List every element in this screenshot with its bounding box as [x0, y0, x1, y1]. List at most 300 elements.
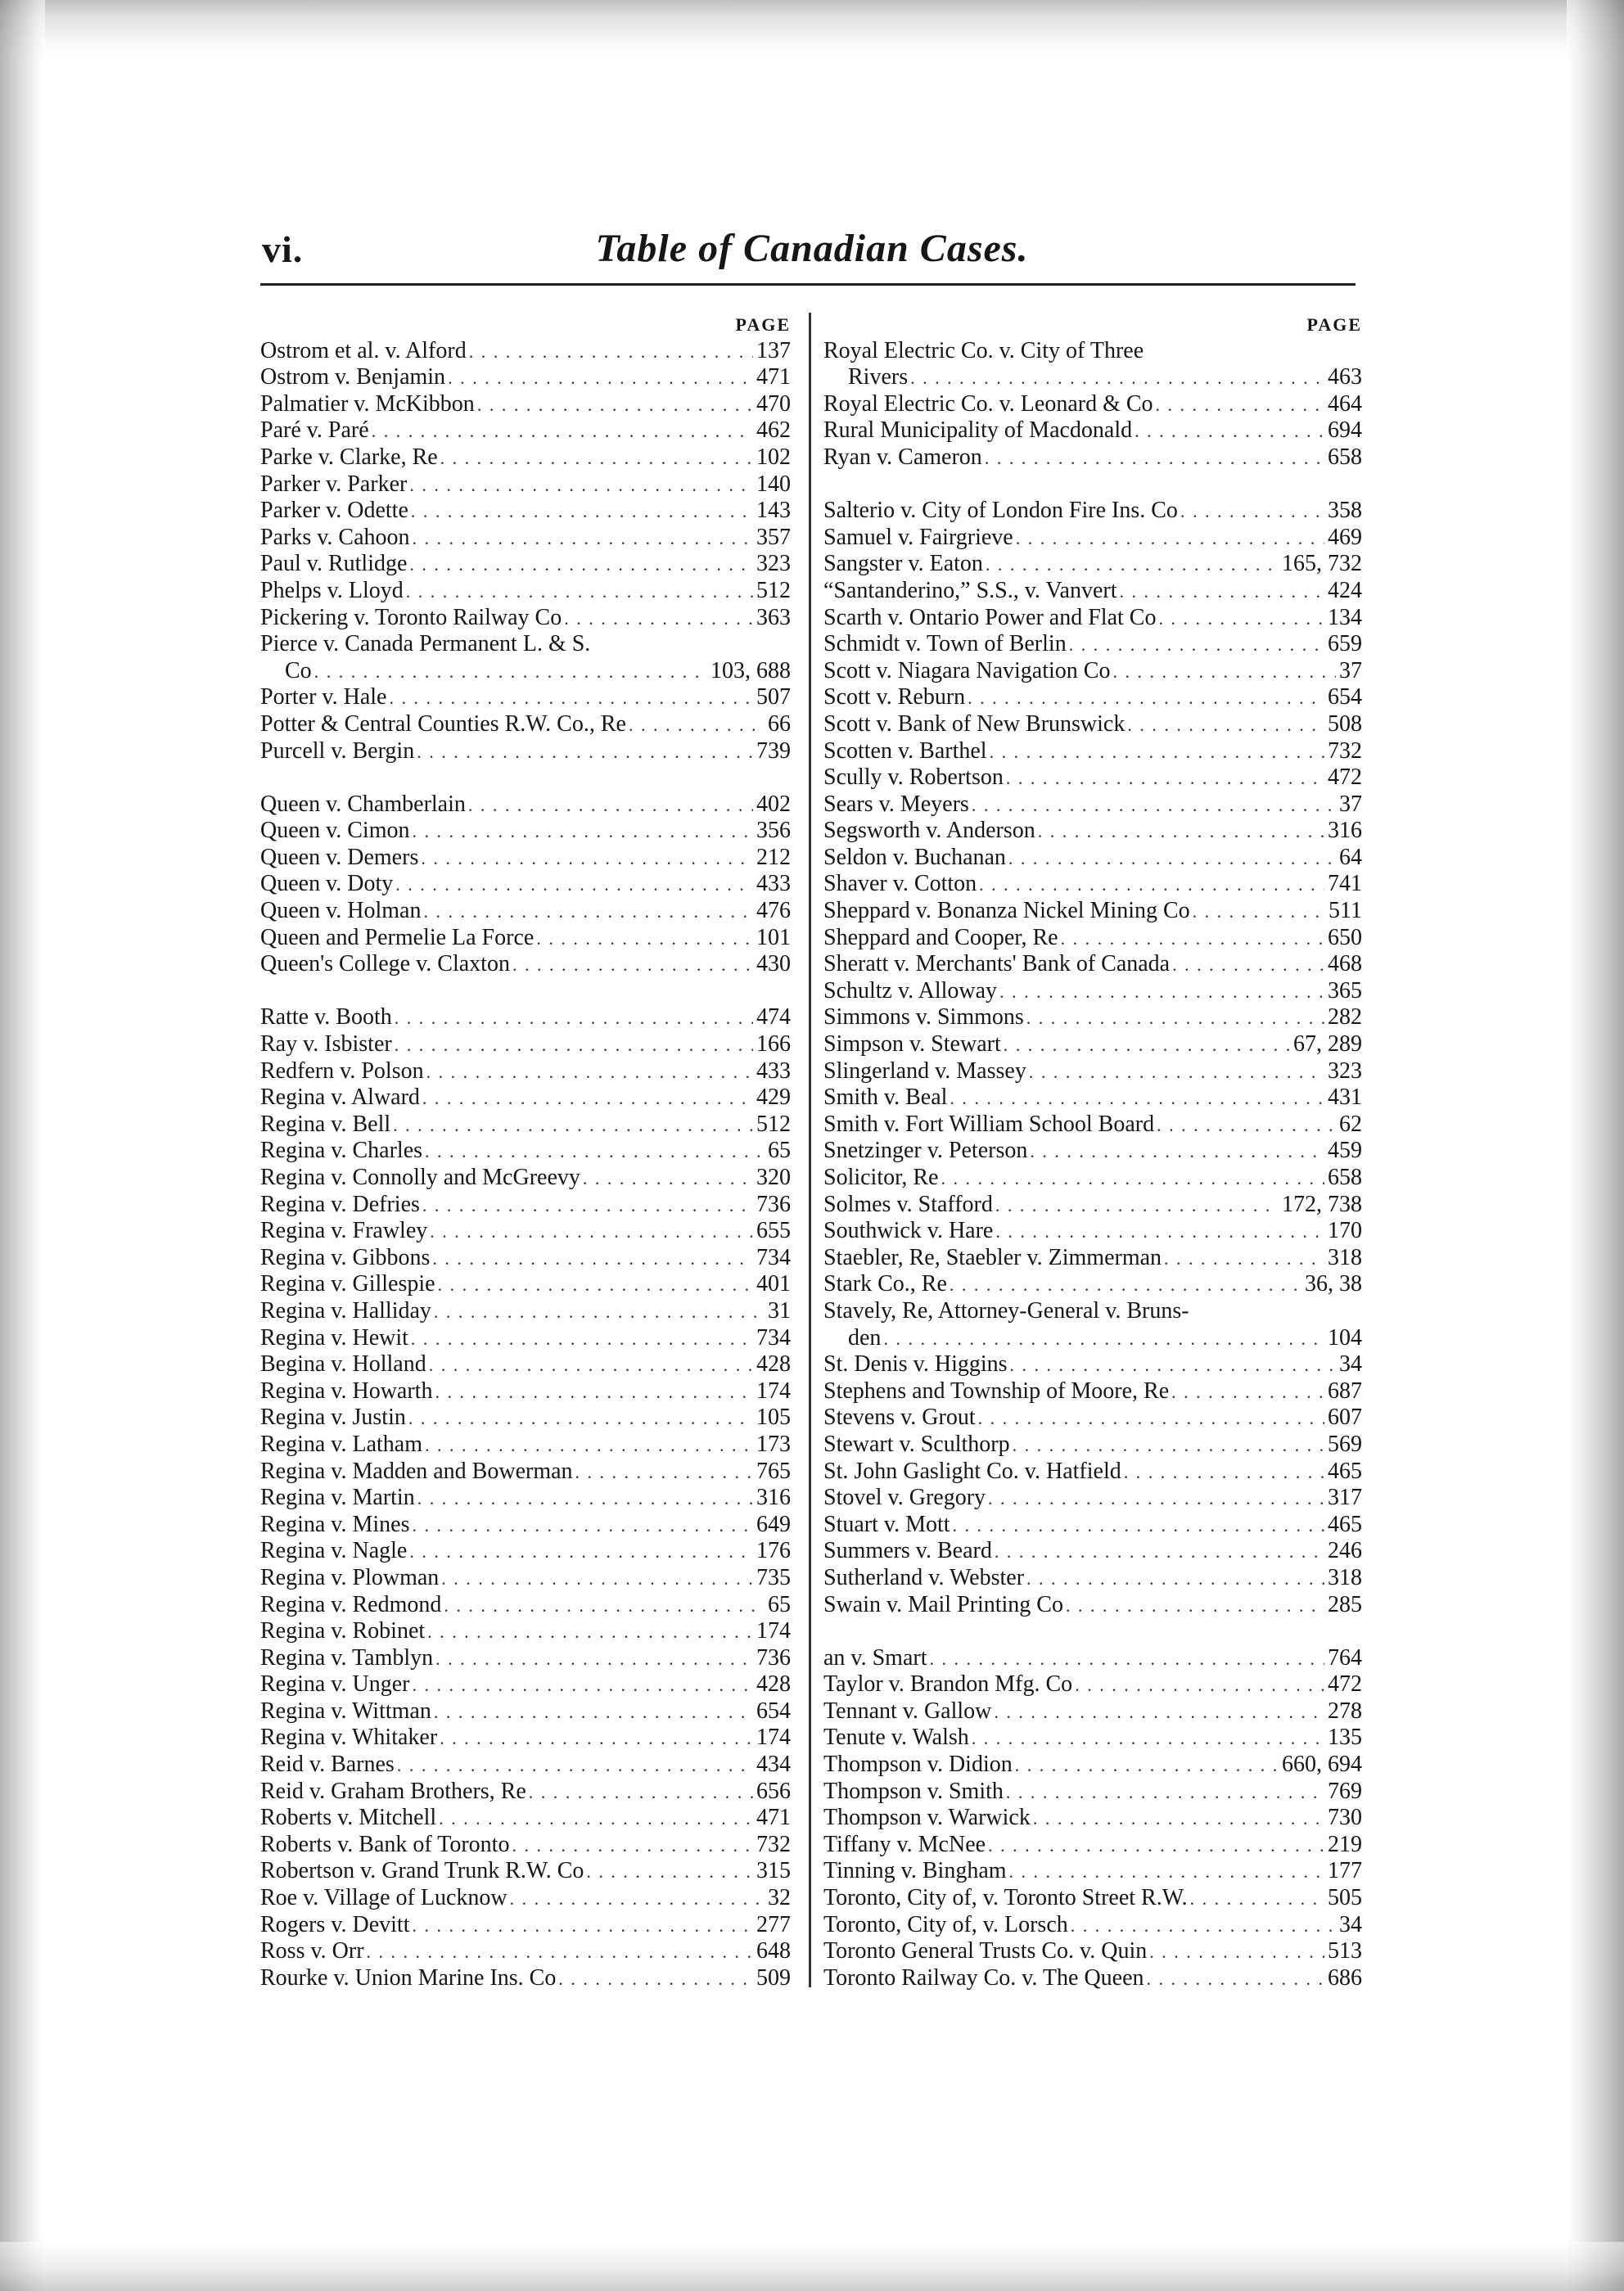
case-entry: [260, 1751, 791, 1778]
dot-leader: [404, 580, 753, 604]
case-entry: [260, 871, 791, 898]
case-name: Ray v. Isbister: [260, 1031, 392, 1058]
case-page-number: 315: [756, 1858, 791, 1884]
case-entry: [260, 1618, 791, 1645]
dot-leader: [573, 1460, 753, 1485]
case-page-number: 471: [756, 364, 791, 390]
case-entry: [260, 1858, 791, 1885]
case-name: Purcell v. Bergin: [260, 737, 415, 764]
case-name: Scott v. Niagara Navigation Co: [823, 657, 1111, 683]
case-page-number: 323: [756, 551, 791, 577]
dot-leader: [414, 740, 753, 764]
case-page-number: 687: [1328, 1378, 1362, 1404]
case-page-number: 741: [1328, 871, 1362, 897]
case-entry: [823, 871, 1362, 898]
dot-leader: [983, 552, 1279, 577]
case-page-number: 513: [1328, 1938, 1362, 1964]
case-name: Phelps v. Lloyd: [260, 577, 404, 603]
case-page-number: 365: [1328, 977, 1362, 1003]
scan-edge-top: [0, 0, 1624, 57]
case-page-number: 659: [1328, 631, 1362, 657]
dot-leader: [1121, 1460, 1324, 1485]
case-entry: [260, 1111, 791, 1138]
case-page-number: 363: [756, 604, 791, 630]
case-name: Tiffany v. McNee: [823, 1831, 986, 1857]
dot-leader: [976, 1406, 1324, 1431]
case-page-number: 655: [756, 1218, 791, 1244]
case-name: St. John Gaslight Co. v. Hatfield: [823, 1458, 1121, 1484]
case-entry: [823, 844, 1362, 871]
case-entry: [823, 1805, 1362, 1832]
case-page-number: 648: [756, 1938, 791, 1964]
dot-leader: [445, 366, 753, 390]
case-entry: [260, 524, 791, 551]
case-page-number: 62: [1339, 1111, 1362, 1137]
case-entry: [260, 1698, 791, 1725]
dot-leader: [580, 1166, 753, 1191]
case-name: Stark Co., Re: [823, 1271, 947, 1297]
dot-leader: [1024, 1006, 1324, 1030]
case-entry: [823, 1911, 1362, 1938]
case-page-number: 465: [1328, 1511, 1362, 1537]
case-name: “Santanderino,” S.S., v. Vanvert: [823, 577, 1117, 603]
dot-leader: [408, 499, 753, 524]
case-entry: [823, 1431, 1362, 1458]
dot-leader: [395, 1753, 753, 1778]
case-name: Sutherland v. Webster: [823, 1564, 1025, 1590]
case-name: Regina v. Robinet: [260, 1618, 426, 1644]
case-name: Reid v. Barnes: [260, 1752, 395, 1778]
case-name: Queen's College v. Claxton: [260, 951, 510, 977]
case-name: Begina v. Holland: [260, 1351, 426, 1378]
case-entry: [823, 1004, 1362, 1031]
case-page-number: 433: [756, 1058, 791, 1084]
case-entry: [260, 1671, 791, 1698]
case-page-number: 736: [756, 1191, 791, 1217]
case-name: Stewart v. Sculthorp: [823, 1431, 1010, 1457]
case-page-number: 656: [756, 1778, 791, 1804]
case-entry: [260, 1378, 791, 1405]
case-entry: [823, 1405, 1362, 1432]
case-page-number: 66: [768, 710, 791, 737]
case-entry: [823, 631, 1362, 658]
case-name: Potter & Central Counties R.W. Co., Re: [260, 710, 626, 737]
case-page-number: 511: [1329, 898, 1362, 924]
case-entry: [823, 1511, 1362, 1538]
case-page-number: 734: [756, 1324, 791, 1351]
dot-leader: [584, 1860, 753, 1884]
case-page-number: 174: [756, 1725, 791, 1751]
case-entry: [823, 1138, 1362, 1165]
case-page-number: 105: [756, 1405, 791, 1431]
case-page-number: 32: [768, 1885, 791, 1911]
case-name: Regina v. Latham: [260, 1431, 423, 1457]
dot-leader: [927, 1647, 1325, 1671]
case-name: Toronto General Trusts Co. v. Quin: [823, 1938, 1148, 1964]
case-page-number: 134: [1328, 604, 1362, 630]
case-name: Parker v. Odette: [260, 498, 408, 524]
dot-leader: [1024, 1567, 1324, 1591]
case-name: Southwick v. Hare: [823, 1218, 994, 1244]
case-name: Queen v. Demers: [260, 844, 419, 870]
case-page-number: 176: [756, 1538, 791, 1564]
dot-leader: [1035, 819, 1324, 844]
case-entry: [823, 1751, 1362, 1778]
case-name: den: [848, 1324, 882, 1351]
dot-leader: [475, 393, 753, 417]
case-name: Ryan v. Cameron: [823, 444, 982, 470]
case-name: Toronto, City of, v. Lorsch: [823, 1911, 1068, 1937]
case-entry: [823, 1964, 1362, 1991]
dot-leader: [422, 1433, 753, 1458]
dot-leader: [1144, 1967, 1324, 1991]
left-column: [260, 313, 791, 1991]
case-page-number: 658: [1328, 444, 1362, 470]
case-name: Roe v. Village of Lucknow: [260, 1885, 508, 1911]
scan-edge-bottom: [0, 2242, 1624, 2291]
case-name: Pierce v. Canada Permanent L. & S.: [260, 631, 591, 657]
dot-leader: [438, 446, 753, 471]
case-page-number: 739: [756, 737, 791, 764]
dot-leader: [435, 1273, 753, 1297]
case-page-number: 101: [756, 924, 791, 950]
case-page-number: 471: [756, 1805, 791, 1831]
dot-leader: [982, 446, 1324, 471]
dot-leader: [420, 1193, 753, 1218]
dot-leader: [409, 1673, 753, 1698]
case-page-number: 278: [1328, 1698, 1362, 1724]
case-name: Queen v. Chamberlain: [260, 791, 466, 817]
case-page-number: 476: [756, 898, 791, 924]
dot-leader: [1067, 633, 1324, 657]
case-page-number: 277: [756, 1911, 791, 1937]
dot-leader: [1190, 900, 1325, 924]
dot-leader: [986, 1486, 1324, 1511]
dot-leader: [418, 846, 753, 871]
case-name: Slingerland v. Massey: [823, 1058, 1026, 1084]
case-name: Simpson v. Stewart: [823, 1031, 1001, 1058]
case-name: Regina v. Gibbons: [260, 1244, 431, 1270]
case-name: Tinning v. Bingham: [823, 1858, 1007, 1884]
case-page-number: 764: [1328, 1644, 1362, 1671]
case-name: Toronto, City of, v. Toronto Street R.W.: [823, 1885, 1188, 1911]
case-entry: [260, 924, 791, 951]
case-page-number: 246: [1328, 1538, 1362, 1564]
case-page-number: 34: [1339, 1911, 1362, 1937]
case-page-number: 694: [1328, 417, 1362, 444]
case-entry: [823, 1884, 1362, 1911]
dot-leader: [1110, 660, 1336, 684]
case-page-number: 320: [756, 1165, 791, 1190]
case-name: Toronto Railway Co. v. The Queen: [823, 1964, 1144, 1991]
dot-leader: [407, 1540, 753, 1564]
case-entry: [823, 1244, 1362, 1271]
case-entry: [823, 1671, 1362, 1698]
case-entry: [260, 1805, 791, 1832]
case-name: Stovel v. Gregory: [823, 1485, 986, 1511]
case-name: Scott v. Reburn: [823, 684, 966, 710]
case-entry: [823, 1297, 1362, 1324]
page-column-label: PAGE: [1306, 314, 1362, 335]
case-page-number: 429: [756, 1085, 791, 1111]
case-entry: [260, 1030, 791, 1058]
dot-leader: [410, 526, 753, 551]
dot-leader: [433, 1647, 753, 1671]
case-entry: [823, 764, 1362, 791]
case-entry: [823, 737, 1362, 764]
case-page-number: 31: [768, 1297, 791, 1324]
case-page-number: 64: [1339, 844, 1362, 870]
case-page-number: 686: [1328, 1964, 1362, 1991]
case-name: Ostrom et al. v. Alford: [260, 337, 467, 363]
case-name: Regina v. Alward: [260, 1085, 420, 1111]
case-entry: [823, 1218, 1362, 1245]
case-entry: [260, 1405, 791, 1432]
case-entry: [823, 710, 1362, 737]
dot-leader: [1004, 766, 1324, 791]
case-entry: [260, 1538, 791, 1565]
dot-leader: [950, 1513, 1324, 1538]
case-entry: [823, 1378, 1362, 1405]
dot-leader: [1125, 713, 1324, 737]
dot-leader: [1188, 1887, 1324, 1911]
dot-leader: [534, 927, 753, 951]
case-name: Royal Electric Co. v. Leonard & Co: [823, 390, 1153, 417]
case-entry: [260, 844, 791, 871]
running-title: Table of Canadian Cases.: [595, 227, 1029, 270]
case-name: Pickering v. Toronto Railway Co: [260, 604, 562, 630]
case-entry: [823, 1591, 1362, 1618]
dot-leader: [1178, 499, 1324, 524]
dot-leader: [369, 419, 753, 444]
dot-leader: [1001, 1033, 1290, 1058]
case-name: Stephens and Township of Moore, Re: [823, 1378, 1170, 1404]
case-entry: [260, 498, 791, 525]
dot-leader: [408, 1327, 753, 1351]
dot-leader: [392, 1033, 753, 1058]
case-name: Rivers: [848, 364, 909, 390]
case-name: Royal Electric Co. v. City of Three: [823, 337, 1144, 363]
case-page-number: 658: [1328, 1165, 1362, 1190]
case-entry: [823, 897, 1362, 924]
case-page-number: 508: [1328, 710, 1362, 737]
case-page-number: 470: [756, 390, 791, 417]
case-entry: [823, 417, 1362, 444]
case-entry: [260, 684, 791, 711]
case-page-number: 102: [756, 444, 791, 470]
case-name: Stavely, Re, Attorney-General v. Bruns-: [823, 1297, 1189, 1324]
case-page-number: 428: [756, 1351, 791, 1378]
dot-leader: [426, 1353, 753, 1378]
case-entry: [823, 498, 1362, 525]
case-name: Swain v. Mail Printing Co: [823, 1591, 1063, 1617]
dot-leader: [1027, 1139, 1324, 1164]
case-name: Solmes v. Stafford: [823, 1191, 993, 1217]
group-spacer: [260, 764, 791, 791]
case-name: Summers v. Beard: [823, 1538, 992, 1564]
dot-leader: [439, 1567, 753, 1591]
dot-leader: [1072, 1673, 1324, 1698]
dot-leader: [1004, 1780, 1324, 1805]
case-page-number: 323: [1328, 1058, 1362, 1084]
case-page-number: 468: [1328, 951, 1362, 977]
case-name: Sheppard v. Bonanza Nickel Mining Co: [823, 898, 1190, 924]
case-entry: [823, 1111, 1362, 1138]
case-page-number: 316: [756, 1485, 791, 1511]
case-page-number: 67, 289: [1293, 1031, 1362, 1058]
dot-leader: [467, 340, 753, 364]
case-name: Schmidt v. Town of Berlin: [823, 631, 1067, 657]
case-name: Smith v. Fort William School Board: [823, 1111, 1155, 1137]
case-page-number: 464: [1328, 390, 1362, 417]
case-page-number: 36, 38: [1305, 1271, 1362, 1297]
dot-leader: [556, 1967, 753, 1991]
case-name: Regina v. Gillespie: [260, 1271, 435, 1297]
case-entry: [260, 1644, 791, 1671]
case-page-number: 166: [756, 1031, 791, 1058]
case-page-number: 401: [756, 1271, 791, 1297]
dot-leader: [406, 1406, 753, 1431]
case-page-number: 459: [1328, 1138, 1362, 1164]
case-name: Regina v. Tamblyn: [260, 1644, 434, 1671]
dot-leader: [312, 660, 707, 684]
dot-leader: [987, 740, 1324, 764]
case-page-number: 173: [756, 1431, 791, 1457]
dot-leader: [386, 686, 753, 710]
dot-leader: [562, 607, 753, 631]
case-name: Ostrom v. Benjamin: [260, 364, 446, 390]
case-name: Regina v. Unger: [260, 1671, 410, 1698]
case-name: Scotten v. Barthel: [823, 737, 987, 764]
dot-leader: [993, 1220, 1324, 1244]
case-entry: [823, 657, 1362, 684]
case-name: Paré v. Paré: [260, 417, 369, 444]
case-page-number: 103, 688: [710, 657, 791, 683]
dot-leader: [1058, 927, 1324, 951]
dot-leader: [1010, 1433, 1324, 1458]
case-page-number: 172, 738: [1282, 1191, 1362, 1217]
case-entry: [823, 1324, 1362, 1351]
dot-leader: [441, 1594, 765, 1618]
case-entry: [260, 1938, 791, 1965]
case-entry: [260, 1884, 791, 1911]
case-page-number: 37: [1339, 791, 1362, 817]
case-page-number: 65: [768, 1138, 791, 1164]
case-entry: [823, 1858, 1362, 1885]
dot-leader: [430, 1247, 753, 1271]
scan-edge-right: [1567, 0, 1624, 2291]
case-name: Regina v. Hewit: [260, 1324, 408, 1351]
case-page-number: 135: [1328, 1725, 1362, 1751]
case-page-number: 607: [1328, 1405, 1362, 1431]
case-name: Tennant v. Gallow: [823, 1698, 992, 1724]
case-page-number: 316: [1328, 818, 1362, 844]
case-name: Queen v. Doty: [260, 871, 394, 897]
dot-leader: [1147, 1940, 1324, 1964]
dot-leader: [1162, 1247, 1324, 1271]
case-page-number: 65: [768, 1591, 791, 1617]
case-name: Sangster v. Eaton: [823, 551, 983, 577]
dot-leader: [908, 366, 1324, 390]
dot-leader: [466, 793, 753, 818]
case-page-number: 358: [1328, 498, 1362, 524]
case-entry: [823, 818, 1362, 845]
case-entry: [260, 1911, 791, 1938]
case-page-number: 177: [1328, 1858, 1362, 1884]
dot-leader: [427, 1220, 753, 1244]
case-entry: [260, 1085, 791, 1112]
case-name: Sheppard and Cooper, Re: [823, 924, 1058, 950]
dot-leader: [1169, 1380, 1324, 1405]
case-page-number: 649: [756, 1511, 791, 1537]
case-name: an v. Smart: [823, 1644, 927, 1671]
case-page-number: 512: [756, 577, 791, 603]
case-entry: [823, 1085, 1362, 1112]
case-entry: [260, 631, 791, 658]
dot-leader: [410, 1513, 754, 1538]
case-name: Rourke v. Union Marine Ins. Co: [260, 1964, 557, 1991]
case-name: Regina v. Justin: [260, 1405, 406, 1431]
case-page-number: 137: [756, 337, 791, 363]
dot-leader: [410, 819, 754, 844]
case-name: Staebler, Re, Staebler v. Zimmerman: [823, 1244, 1162, 1270]
group-spacer: [823, 471, 1362, 498]
case-name: Roberts v. Bank of Toronto: [260, 1831, 510, 1857]
case-name: Seldon v. Buchanan: [823, 844, 1006, 870]
case-name: Sears v. Meyers: [823, 791, 969, 817]
case-entry: [823, 1485, 1362, 1512]
case-entry: [260, 1271, 791, 1298]
dot-leader: [420, 1086, 753, 1111]
case-page-number: 509: [756, 1964, 791, 1991]
header-rule: [260, 283, 1356, 286]
dot-leader: [947, 1086, 1324, 1111]
case-entry: [823, 684, 1362, 711]
case-entry: [823, 1351, 1362, 1378]
case-entry: [260, 337, 791, 364]
case-entry: [823, 1030, 1362, 1058]
case-entry: [823, 1538, 1362, 1565]
case-name: Segsworth v. Anderson: [823, 818, 1035, 844]
case-name: Regina v. Madden and Bowerman: [260, 1458, 573, 1484]
case-entry: [823, 337, 1362, 364]
case-entry: [260, 1511, 791, 1538]
case-page-number: 732: [1328, 737, 1362, 764]
case-name: Tenute v. Walsh: [823, 1725, 969, 1751]
dot-leader: [626, 713, 765, 737]
case-page-number: 734: [756, 1244, 791, 1270]
case-page-number: 465: [1328, 1458, 1362, 1484]
case-name: Regina v. Frawley: [260, 1218, 428, 1244]
dot-leader: [1132, 419, 1324, 444]
case-name: Regina v. Plowman: [260, 1564, 440, 1590]
case-entry: [260, 1725, 791, 1752]
case-page-number: 402: [756, 791, 791, 817]
dot-leader: [431, 1300, 765, 1324]
case-name: Stuart v. Mott: [823, 1511, 950, 1537]
case-page-number: 472: [1328, 1671, 1362, 1698]
case-page-number: 143: [756, 498, 791, 524]
case-entry: [823, 1458, 1362, 1485]
case-page-number: 282: [1328, 1004, 1362, 1030]
case-name: Ross v. Orr: [260, 1938, 364, 1964]
case-entry: [260, 551, 791, 578]
case-entry: [823, 577, 1362, 604]
case-entry: [823, 1698, 1362, 1725]
case-page-number: 472: [1328, 764, 1362, 791]
page-folio: vi.: [262, 228, 304, 270]
case-name: Regina v. Wittman: [260, 1698, 431, 1724]
